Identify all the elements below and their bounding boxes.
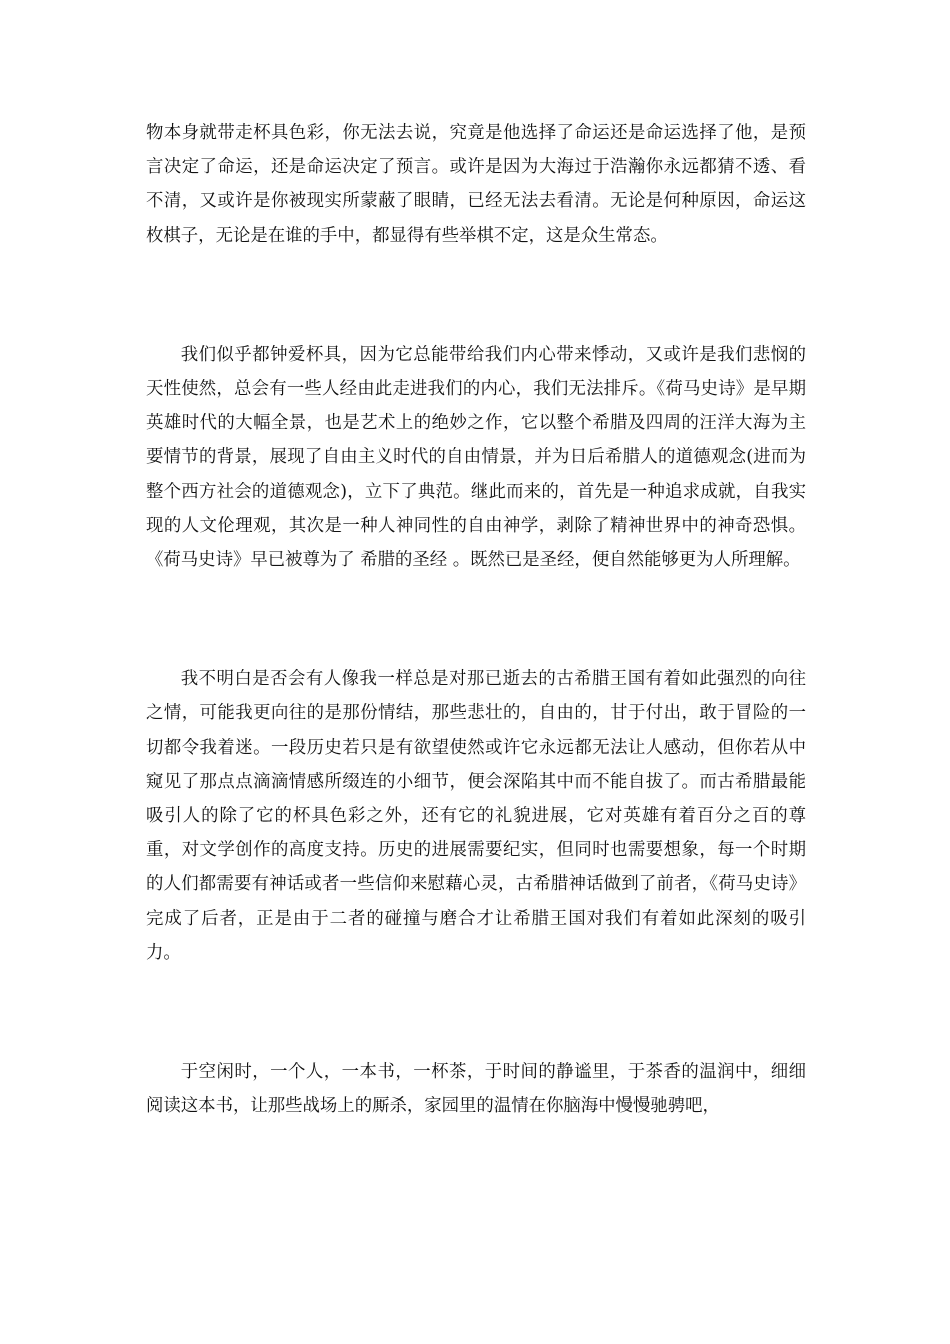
paragraph-4: 于空闲时，一个人，一本书，一杯茶，于时间的静谧里，于茶香的温润中，细细阅读这本书，让那些战场上的厮杀，家园里的温情在你脑海中慢慢驰骋吧， xyxy=(146,1062,806,1117)
document-body xyxy=(146,116,806,1123)
paragraph-3: 我不明白是否会有人像我一样总是对那已逝去的古希腊王国有着如此强烈的向往之情，可能我更向往的是那份情结，那些悲壮的，自由的，甘于付出，敢于冒险的一切都令我着迷。一段历史若只是有欲望使然或许它永远都无法让人感动，但你若从中窥见了那点点滴滴情感所缀连的小细节，便会深陷其中而不能自拔了。而古希腊最能吸引人的除了它的杯具色彩之外，还有它的礼貌进展，它对英雄有着百分之百的尊重，对文学创作的高度支持。历史的进展需要纪实，但同时也需要想象，每一个时期的人们都需要有神话或者一些信仰来慰藉心灵，古希腊神话做到了前者，《荷马史诗》完成了后者，正是由于二者的碰撞与磨合才让希腊王国对我们有着如此深刻的吸引力。 xyxy=(146,669,806,963)
paragraph-spacer xyxy=(146,577,806,662)
paragraph-2: 我们似乎都钟爱杯具，因为它总能带给我们内心带来悸动，又或许是我们悲悯的天性使然，总会有一些人经由此走进我们的内心，我们无法排斥。《荷马史诗》是早期英雄时代的大幅全景，也是艺术上的绝妙之作，它以整个希腊及四周的汪洋大海为主要情节的背景，展现了自由主义时代的自由情景，并为日后希腊人的道德观念(进而为整个西方社会的道德观念)，立下了典范。继此而来的，首先是一种追求成就，自我实现的人文伦理观，其次是一种人神同性的自由神学，剥除了精神世界中的神奇恐惧。《荷马史诗》早已被尊为了 希腊的圣经 。既然已是圣经，便自然能够更为人所理解。 xyxy=(146,344,806,571)
paragraph-1: 物本身就带走杯具色彩，你无法去说，究竟是他选择了命运还是命运选择了他，是预言决定了命运，还是命运决定了预言。或许是因为大海过于浩瀚你永远都猜不透、看不清，又或许是你被现实所蒙蔽了眼睛，已经无法去看清。无论是何种原因，命运这枚棋子，无论是在谁的手中，都显得有些举棋不定，这是众生常态。 xyxy=(146,123,806,246)
paragraph-spacer xyxy=(146,970,806,1055)
paragraph-spacer xyxy=(146,253,806,338)
